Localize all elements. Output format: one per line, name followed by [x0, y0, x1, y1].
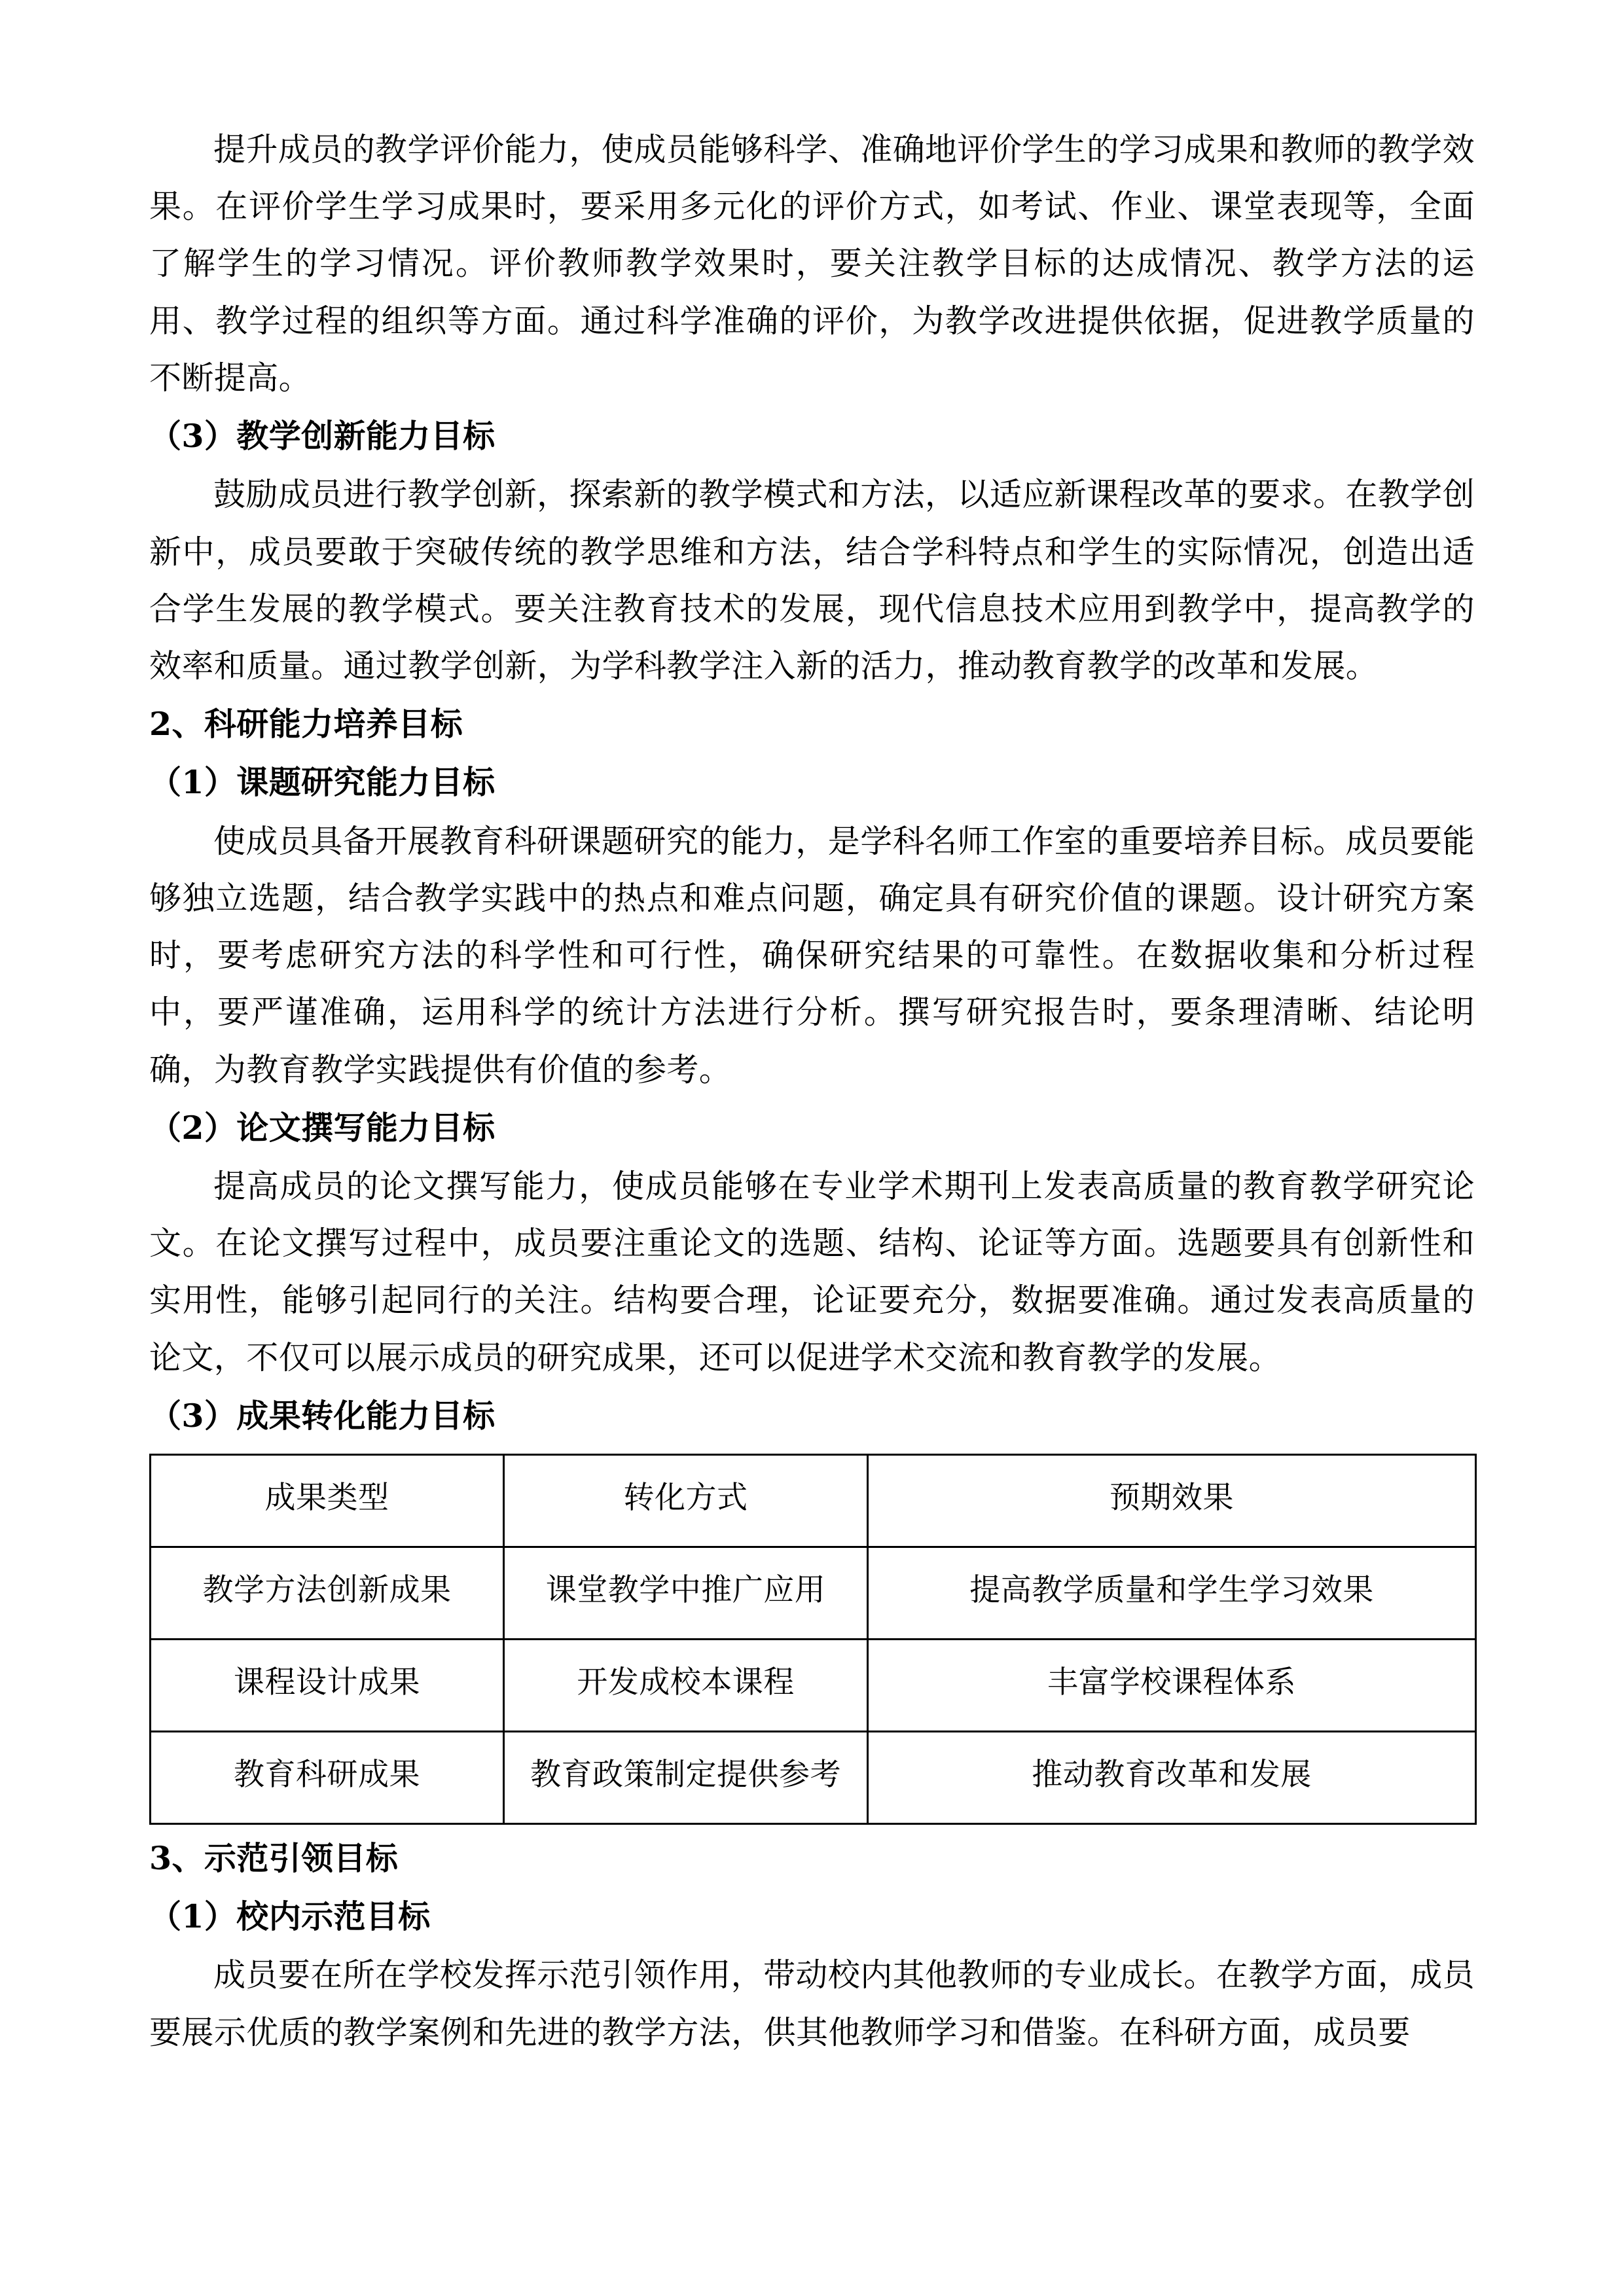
table-cell: 教育政策制定提供参考: [504, 1732, 868, 1824]
table-cell: 提高教学质量和学生学习效果: [868, 1547, 1476, 1640]
table-cell: 课堂教学中推广应用: [504, 1547, 868, 1640]
heading-research-ability-goal: 2、科研能力培养目标: [149, 705, 463, 744]
document-body: [149, 121, 1475, 2061]
heading-achievement-transformation-goal: （3）成果转化能力目标: [149, 1396, 496, 1435]
table-row: [151, 1640, 1476, 1732]
table-cell: 开发成校本课程: [504, 1640, 868, 1732]
heading-topic-research-goal: （1）课题研究能力目标: [149, 763, 496, 802]
table-header-row: [151, 1455, 1476, 1547]
table-cell: 教学方法创新成果: [151, 1547, 504, 1640]
table-cell: 课程设计成果: [151, 1640, 504, 1732]
table-cell: 教育科研成果: [151, 1732, 504, 1824]
paragraph-in-school-demonstration: 成员要在所在学校发挥示范引领作用，带动校内其他教师的专业成长。在教学方面，成员要展示优质的教学案例和先进的教学方法，供其他教师学习和借鉴。在科研方面，成员要: [149, 1956, 1475, 2051]
paragraph-teaching-evaluation: 提升成员的教学评价能力，使成员能够科学、准确地评价学生的学习成果和教师的教学效果。在评价学生学习成果时，要采用多元化的评价方式，如考试、作业、课堂表现等，全面了解学生的学习情况。评价教师教学效果时，要关注教学目标的达成情况、教学方法的运用、教学过程的组织等方面。通过科学准确的评价，为教学改进提供依据，促进教学质量的不断提高。: [149, 131, 1475, 397]
table-column-header: 成果类型: [151, 1455, 504, 1547]
table-cell: 丰富学校课程体系: [868, 1640, 1476, 1732]
table-column-header: 转化方式: [504, 1455, 868, 1547]
achievement-transformation-table: [149, 1454, 1477, 1825]
paragraph-teaching-innovation: 鼓励成员进行教学创新，探索新的教学模式和方法，以适应新课程改革的要求。在教学创新中，成员要敢于突破传统的教学思维和方法，结合学科特点和学生的实际情况，创造出适合学生发展的教学模式。要关注教育技术的发展，现代信息技术应用到教学中，提高教学的效率和质量。通过教学创新，为学科教学注入新的活力，推动教育教学的改革和发展。: [149, 476, 1475, 685]
table-column-header: 预期效果: [868, 1455, 1476, 1547]
table-cell: 推动教育改革和发展: [868, 1732, 1476, 1824]
heading-in-school-demonstration-goal: （1）校内示范目标: [149, 1897, 431, 1936]
paragraph-topic-research: 使成员具备开展教育科研课题研究的能力，是学科名师工作室的重要培养目标。成员要能够独立选题，结合教学实践中的热点和难点问题，确定具有研究价值的课题。设计研究方案时，要考虑研究方法的科学性和可行性，确保研究结果的可靠性。在数据收集和分析过程中，要严谨准确，运用科学的统计方法进行分析。撰写研究报告时，要条理清晰、结论明确，为教育教学实践提供有价值的参考。: [149, 822, 1475, 1088]
heading-demonstration-leading-goal: 3、示范引领目标: [149, 1839, 399, 1878]
paragraph-paper-writing: 提高成员的论文撰写能力，使成员能够在专业学术期刊上发表高质量的教育教学研究论文。在论文撰写过程中，成员要注重论文的选题、结构、论证等方面。选题要具有创新性和实用性，能够引起同行的关注。结构要合理，论证要充分，数据要准确。通过发表高质量的论文，不仅可以展示成员的研究成果，还可以促进学术交流和教育教学的发展。: [149, 1167, 1475, 1376]
heading-paper-writing-goal: （2）论文撰写能力目标: [149, 1108, 496, 1147]
heading-teaching-innovation-goal: （3）教学创新能力目标: [149, 417, 496, 456]
table-row: [151, 1732, 1476, 1824]
table-row: [151, 1547, 1476, 1640]
